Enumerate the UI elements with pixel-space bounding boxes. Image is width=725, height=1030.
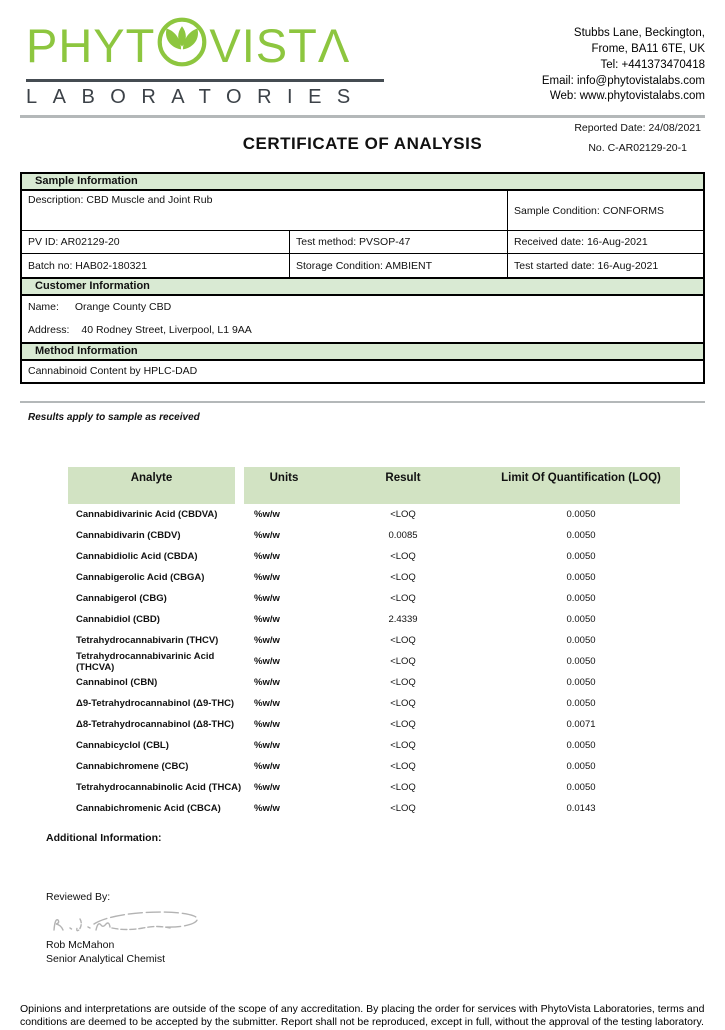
result-cell: <LOQ — [390, 782, 416, 793]
header-gap — [235, 467, 244, 504]
customer-name-line — [28, 300, 697, 314]
column-header-result: Result — [324, 467, 482, 504]
table-row — [68, 588, 680, 609]
units-cell: %w/w — [254, 509, 280, 520]
units-cell: %w/w — [254, 551, 280, 562]
table-row — [68, 714, 680, 735]
sample-description: Description: CBD Muscle and Joint Rub — [22, 191, 508, 230]
logo-wordmark — [26, 16, 388, 75]
logo-text-part2: VISTΛ — [209, 19, 351, 72]
table-row — [68, 567, 680, 588]
customer-name-label: Name: — [28, 301, 59, 313]
analyte-cell: Cannabidiolic Acid (CBDA) — [76, 551, 198, 562]
analyte-cell: Cannabichromenic Acid (CBCA) — [76, 803, 221, 814]
table-row — [68, 777, 680, 798]
units-cell: %w/w — [254, 635, 280, 646]
analyte-cell: Δ9-Tetrahydrocannabinol (Δ9-THC) — [76, 698, 235, 709]
analyte-cell: Cannabidivarin (CBDV) — [76, 530, 181, 541]
method-info-header: Method Information — [22, 342, 703, 361]
footer-disclaimer: Opinions and interpretations are outside of the scope of any accreditation. By placing the order for services with PhytoVista Laboratories, terms and conditions are deemed to be accepted by the submitter. Report shall not be reproduced, except in full, without the approval of the testing laboratory. — [20, 1002, 705, 1029]
analyte-cell: Tetrahydrocannabivarin (THCV) — [76, 635, 219, 646]
units-cell: %w/w — [254, 530, 280, 541]
results-table-body — [68, 504, 680, 819]
table-row — [68, 525, 680, 546]
units-cell: %w/w — [254, 593, 280, 604]
table-row — [68, 630, 680, 651]
customer-address-value: 40 Rodney Street, Liverpool, L1 9AA — [81, 324, 252, 336]
table-row — [68, 798, 680, 819]
additional-info-label: Additional Information: — [46, 832, 162, 844]
sample-condition: Sample Condition: CONFORMS — [514, 204, 664, 217]
column-header-loq: Limit Of Quantification (LOQ) — [482, 467, 680, 504]
result-cell: 2.4339 — [388, 614, 418, 625]
contact-web: Web: www.phytovistalabs.com — [549, 90, 705, 103]
info-box — [20, 172, 705, 384]
method-description: Cannabinoid Content by HPLC-DAD — [28, 365, 198, 377]
title-area — [20, 118, 705, 168]
result-cell: <LOQ — [390, 572, 416, 583]
units-cell: %w/w — [254, 782, 280, 793]
analyte-cell: Tetrahydrocannabivarinic Acid (THCVA) — [76, 650, 215, 673]
analyte-cell: Cannabigerolic Acid (CBGA) — [76, 572, 205, 583]
phytovista-logo — [26, 16, 388, 109]
customer-address-line — [28, 323, 697, 337]
contact-address-line2: Frome, BA11 6TE, UK — [591, 42, 705, 55]
test-method: Test method: PVSOP-47 — [290, 231, 508, 253]
units-cell: %w/w — [254, 677, 280, 688]
loq-cell: 0.0050 — [566, 656, 596, 667]
loq-cell: 0.0050 — [566, 572, 596, 583]
analyte-cell: Cannabidiol (CBD) — [76, 614, 160, 625]
loq-cell: 0.0050 — [566, 530, 596, 541]
units-cell: %w/w — [254, 572, 280, 583]
results-table-header — [68, 467, 680, 504]
loq-cell: 0.0143 — [566, 803, 596, 814]
loq-cell: 0.0071 — [566, 719, 596, 730]
leaf-circle-icon — [156, 16, 208, 75]
loq-cell: 0.0050 — [566, 635, 596, 646]
result-cell: <LOQ — [390, 719, 416, 730]
contact-address-line1: Stubbs Lane, Beckington, — [573, 27, 705, 39]
loq-cell: 0.0050 — [566, 677, 596, 688]
result-cell: <LOQ — [390, 698, 416, 709]
table-row — [68, 693, 680, 714]
logo-subtitle: LABORATORIES — [26, 86, 366, 108]
result-cell: <LOQ — [390, 761, 416, 772]
contact-email: Email: info@phytovistalabs.com — [541, 74, 705, 87]
signature-image — [48, 906, 208, 936]
results-table — [68, 467, 680, 819]
analyte-cell: Cannabicyclol (CBL) — [76, 740, 169, 751]
table-row — [68, 672, 680, 693]
result-cell: <LOQ — [390, 803, 416, 814]
customer-info-body — [22, 296, 703, 342]
loq-cell: 0.0050 — [566, 551, 596, 562]
table-row — [68, 546, 680, 567]
table-row — [68, 651, 680, 672]
reviewed-by-label: Reviewed By: — [46, 891, 111, 903]
lab-contact-block — [542, 26, 705, 105]
result-cell: <LOQ — [390, 677, 416, 688]
review-block — [46, 890, 705, 967]
report-number: No. C-AR02129-20-1 — [588, 141, 687, 154]
table-row — [68, 756, 680, 777]
results-note: Results apply to sample as received — [28, 412, 200, 423]
customer-name-value: Orange County CBD — [74, 301, 172, 313]
result-cell: <LOQ — [390, 593, 416, 604]
page-title: CERTIFICATE OF ANALYSIS — [242, 134, 483, 153]
storage-condition: Storage Condition: AMBIENT — [290, 254, 508, 277]
table-row — [68, 504, 680, 525]
result-cell: <LOQ — [390, 656, 416, 667]
reported-date: Reported Date: 24/08/2021 — [574, 122, 701, 134]
result-cell: <LOQ — [390, 509, 416, 520]
result-cell: <LOQ — [390, 740, 416, 751]
units-cell: %w/w — [254, 803, 280, 814]
customer-info-header: Customer Information — [22, 277, 703, 296]
header — [20, 16, 705, 109]
analyte-cell: Δ8-Tetrahydrocannabinol (Δ8-THC) — [76, 719, 235, 730]
received-date: Received date: 16-Aug-2021 — [514, 236, 648, 248]
table-row — [68, 609, 680, 630]
table-row — [68, 735, 680, 756]
loq-cell: 0.0050 — [566, 782, 596, 793]
loq-cell: 0.0050 — [566, 698, 596, 709]
sample-info-header: Sample Information — [22, 174, 703, 191]
batch-no: Batch no: HAB02-180321 — [22, 254, 290, 277]
result-cell: <LOQ — [390, 635, 416, 646]
analyte-cell: Cannabigerol (CBG) — [76, 593, 167, 604]
sample-batch-row — [22, 254, 703, 277]
analyte-cell: Tetrahydrocannabinolic Acid (THCA) — [76, 782, 242, 793]
loq-cell: 0.0050 — [566, 761, 596, 772]
units-cell: %w/w — [254, 614, 280, 625]
sample-ids-row — [22, 231, 703, 254]
units-cell: %w/w — [254, 761, 280, 772]
sample-description-row — [22, 191, 703, 231]
section-divider-rule — [20, 401, 705, 403]
test-started-date: Test started date: 16-Aug-2021 — [514, 259, 659, 272]
units-cell: %w/w — [254, 698, 280, 709]
result-cell: <LOQ — [390, 551, 416, 562]
units-cell: %w/w — [254, 656, 280, 667]
customer-address-label: Address: — [28, 324, 70, 336]
column-header-units: Units — [244, 467, 324, 504]
loq-cell: 0.0050 — [566, 593, 596, 604]
pv-id: PV ID: AR02129-20 — [22, 231, 290, 253]
reviewer-role: Senior Analytical Chemist — [46, 953, 166, 966]
analyte-cell: Cannabidivarinic Acid (CBDVA) — [76, 509, 218, 520]
loq-cell: 0.0050 — [566, 509, 596, 520]
logo-text-part1: PHYT — [26, 19, 156, 72]
result-cell: 0.0085 — [388, 530, 418, 541]
column-header-analyte: Analyte — [68, 467, 235, 504]
analyte-cell: Cannabinol (CBN) — [76, 677, 158, 688]
analyte-cell: Cannabichromene (CBC) — [76, 761, 189, 772]
loq-cell: 0.0050 — [566, 740, 596, 751]
units-cell: %w/w — [254, 719, 280, 730]
contact-tel: Tel: +441373470418 — [600, 58, 705, 71]
report-meta — [574, 119, 701, 159]
reviewer-name: Rob McMahon — [46, 939, 115, 952]
units-cell: %w/w — [254, 740, 280, 751]
logo-divider — [26, 79, 384, 82]
loq-cell: 0.0050 — [566, 614, 596, 625]
